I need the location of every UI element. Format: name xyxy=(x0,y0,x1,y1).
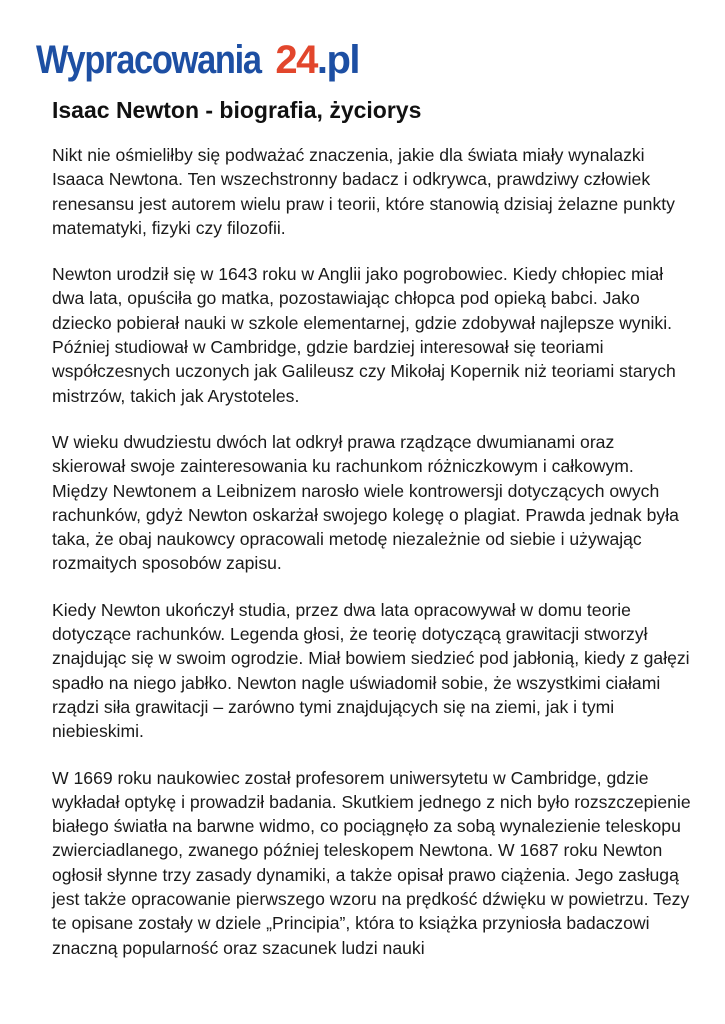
article-paragraph: Kiedy Newton ukończył studia, przez dwa lata opracowywał w domu teorie dotyczące rachunków. Legenda głosi, że teorię dotyczącą grawitacji stworzył znajdując się w swoim ogrodzie. Miał bowiem siedzieć pod jabłonią, kiedy z gałęzi spadło na niego jabłko. Newton nagle uświadomił sobie, że wszystkimi ciałami rządzi siła grawitacji – zarówno tymi znajdujących się na ziemi, jak i tymi niebieskimi. xyxy=(52,599,690,742)
article-paragraph: W wieku dwudziestu dwóch lat odkrył prawa rządzące dwumianami oraz skierował swoje zainteresowania ku rachunkom różniczkowym i całkowym. Między Newtonem a Leibnizem narosło wiele kontrowersji dotyczących owych rachunków, gdyż Newton oskarżał swojego kolegę o plagiat. Prawda jednak była taka, że obaj naukowcy opracowali metodę niezależnie od siebie i używając rozmaitych sposobów zapisu. xyxy=(52,431,679,574)
article-paragraph: W 1669 roku naukowiec został profesorem uniwersytetu w Cambridge, gdzie wykładał optykę i prowadził badania. Skutkiem jednego z nich było rozszczepienie białego światła na barwne widmo, co pociągnęło za sobą wynalezienie teleskopu zwierciadlanego, zwanego później teleskopem Newtona. W 1687 roku Newton ogłosił słynne trzy zasady dynamiki, a także opisał prawo ciążenia. Jego zasługą jest także opracowanie pierwszego wzoru na prędkość dźwięku w powietrzu. Tezy te opisane zostały w dziele „Principia”, która to książka przyniosła badaczowi znaczną popularność oraz szacunek ludzi nauki xyxy=(52,767,691,958)
article-paragraph: Nikt nie ośmieliłby się podważać znaczenia, jakie dla świata miały wynalazki Isaaca Newtona. Ten wszechstronny badacz i odkrywca, prawdziwy człowiek renesansu jest autorem wielu praw i teorii, które stanowią dzisiaj żelazne punkty matematyki, fizyki czy filozofii. xyxy=(52,145,675,238)
article-body xyxy=(52,143,692,982)
article-paragraph: Newton urodził się w 1643 roku w Anglii jako pogrobowiec. Kiedy chłopiec miał dwa lata, opuściła go matka, pozostawiając chłopca pod opieką babci. Jako dziecko pobierał nauki w szkole elementarnej, gdzie zdobywał najlepsze wyniki. Później studiował w Cambridge, gdzie bardziej interesował się teoriami współczesnych uczonych jak Galileusz czy Mikołaj Kopernik niż teoriami starych mistrzów, takich jak Arystoteles. xyxy=(52,264,676,406)
page-title: Isaac Newton - biografia, życiorys xyxy=(52,97,422,123)
logo-tld-text: .pl xyxy=(316,38,360,82)
logo-number-text: 24 xyxy=(275,38,317,82)
site-logo[interactable] xyxy=(36,18,359,80)
logo-brand-text: Wypracowania xyxy=(36,38,261,82)
